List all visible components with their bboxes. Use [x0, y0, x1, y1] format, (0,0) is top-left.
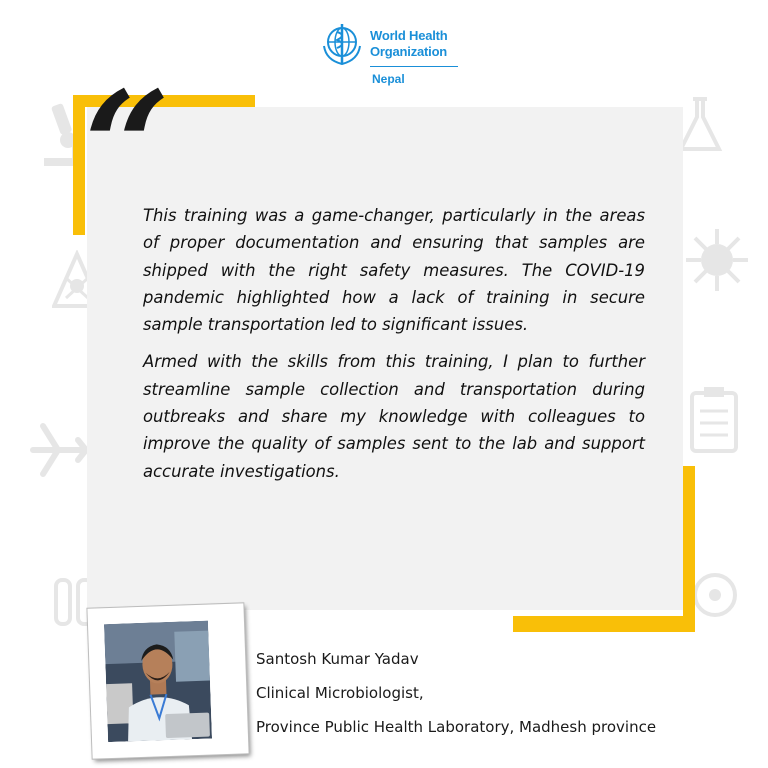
quote-mark-icon: “ [84, 59, 171, 235]
who-logo [318, 20, 463, 92]
who-emblem-icon [318, 20, 366, 68]
logo-title-line2: Organization [370, 44, 448, 59]
logo-country: Nepal [372, 72, 405, 86]
photo-frame [87, 603, 248, 758]
person-organization: Province Public Health Laboratory, Madhesh province [256, 718, 657, 736]
person-role: Clinical Microbiologist, [256, 684, 424, 702]
clipboard-icon [686, 385, 742, 455]
logo-title-line1: World Health [370, 28, 448, 43]
quote-paragraph-2: Armed with the skills from this training, I plan to further streamline sample collection and transportation during outbreaks and share my knowledge with colleagues to improve the quality of samples sent to the lab and support accurate investigations. [143, 352, 645, 481]
person-photo-icon [104, 621, 212, 743]
biohazard-icon [690, 570, 740, 620]
quote-text [143, 202, 645, 495]
avatar [104, 621, 212, 743]
virus-icon [682, 225, 752, 295]
quote-paragraph-1: This training was a game-changer, particularly in the areas of proper documentation and ensuring that samples are shipped with the right safety measures. The COVID-19 pandemic highlighted how a lack of training in secure sample transportation led to significant issues. [143, 206, 645, 335]
logo-divider [370, 66, 458, 67]
person-name: Santosh Kumar Yadav [256, 650, 419, 668]
